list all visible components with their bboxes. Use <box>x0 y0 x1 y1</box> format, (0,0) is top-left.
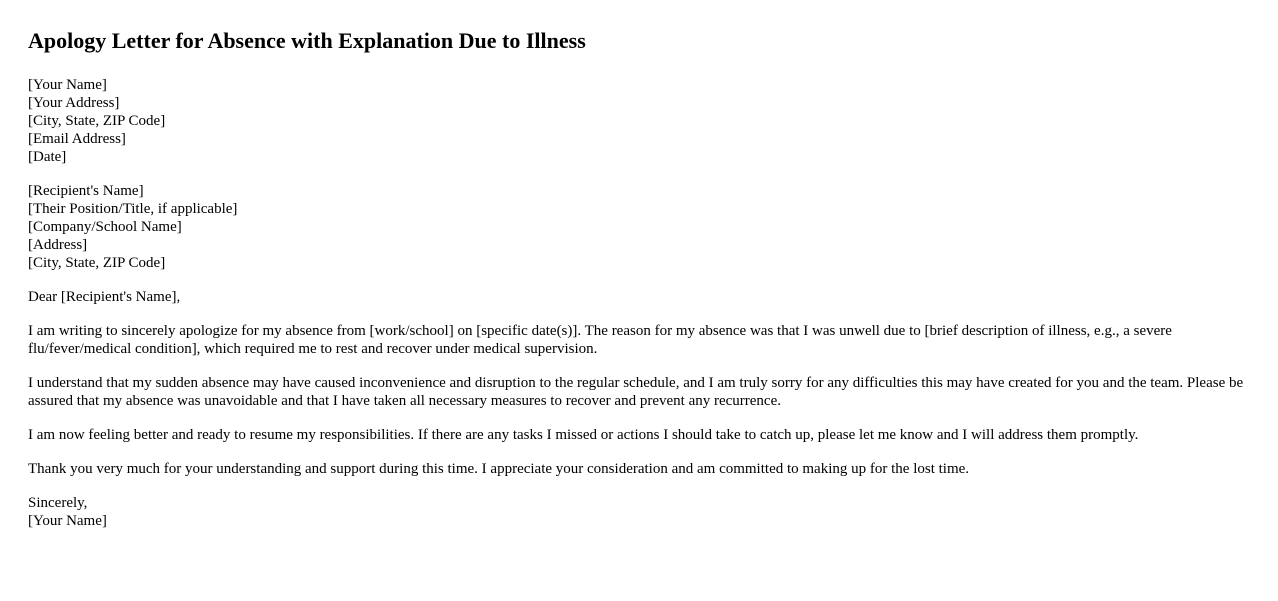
sender-name: [Your Name] <box>28 77 107 93</box>
body-paragraph-1: I am writing to sincerely apologize for my absence from [work/school] on [specific date(s)]. The reason for my absence was that I was unwell due to [brief description of illness, e.g., a severe flu/fever/medical condition], which required me to rest and recover under medical supervision. <box>28 323 1172 357</box>
sender-address-block <box>28 76 1250 166</box>
recipient-company: [Company/School Name] <box>28 219 182 235</box>
recipient-city-state-zip: [City, State, ZIP Code] <box>28 255 166 271</box>
sender-address: [Your Address] <box>28 95 120 111</box>
body-paragraph-3: I am now feeling better and ready to resume my responsibilities. If there are any tasks I missed or actions I should take to catch up, please let me know and I will address them promptly. <box>28 427 1139 443</box>
body-paragraph-2: I understand that my sudden absence may have caused inconvenience and disruption to the regular schedule, and I am truly sorry for any difficulties this may have created for you and the team. Please be assured that my absence was unavoidable and that I have taken all necessary measures to recover and prevent any recurrence. <box>28 375 1244 409</box>
page-title: Apology Letter for Absence with Explanation Due to Illness <box>28 28 586 53</box>
body-paragraph-4: Thank you very much for your understanding and support during this time. I appreciate your consideration and am committed to making up for the lost time. <box>28 461 970 477</box>
signature-name: [Your Name] <box>28 513 107 529</box>
closing-phrase: Sincerely, <box>28 495 88 511</box>
salutation: Dear [Recipient's Name], <box>28 289 181 305</box>
recipient-position: [Their Position/Title, if applicable] <box>28 201 238 217</box>
recipient-address-block <box>28 182 1250 272</box>
closing-block <box>28 494 1250 530</box>
letter-date: [Date] <box>28 149 67 165</box>
recipient-name: [Recipient's Name] <box>28 183 144 199</box>
recipient-address: [Address] <box>28 237 88 253</box>
sender-email: [Email Address] <box>28 131 126 147</box>
sender-city-state-zip: [City, State, ZIP Code] <box>28 113 166 129</box>
